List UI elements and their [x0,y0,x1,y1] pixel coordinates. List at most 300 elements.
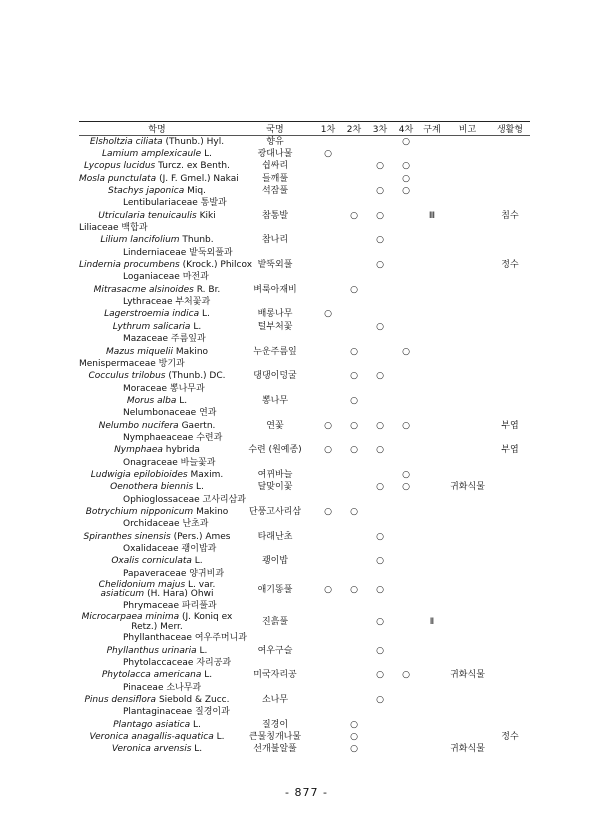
survey-1-mark [315,613,341,633]
survey-2-mark [341,482,367,494]
survey-4-mark [393,445,419,457]
genus-species: Cocculus trilobus [88,371,166,382]
header-life-form: 생활형 [490,122,530,136]
species-row [79,309,530,321]
survey-1-mark [315,531,341,543]
scientific-name-cell [79,731,235,743]
rank-marker: L. var. [188,579,216,590]
survey-1-mark [315,371,341,383]
survey-4-mark [393,321,419,333]
survey-2-mark [341,556,367,568]
header-korean-name: 국명 [235,122,315,136]
table-header-row [79,122,530,136]
author: Makino [175,346,209,357]
floristic-class [419,469,445,481]
genus-species: Lycopus lucidus [84,161,156,172]
life-form [490,645,530,657]
survey-3-mark [367,744,393,756]
family-row [79,707,530,719]
survey-4-mark [393,580,419,600]
survey-1-mark [315,136,341,149]
korean-name: 누운주름잎 [253,346,297,357]
genus-species: Phyllanthus urinaria [106,645,197,656]
korean-name: 진흙풀 [261,616,289,627]
scientific-name-cell [79,136,235,149]
life-form [490,371,530,383]
life-form [490,482,530,494]
survey-2-mark [341,259,367,271]
species-row [79,469,530,481]
floristic-class [419,161,445,173]
floristic-class [419,284,445,296]
floristic-class [419,371,445,383]
species-row [79,136,530,149]
author: (Thunb.) DC. [168,371,226,382]
header-survey-2: 2차 [341,122,367,136]
korean-name: 타래난초 [257,531,293,542]
survey-1-mark: ○ [324,506,332,517]
survey-3-mark [367,395,393,407]
remarks [445,645,490,657]
survey-2-mark [341,136,367,149]
genus-species: Morus alba [126,395,177,406]
korean-name: 단풍고사리삼 [248,506,302,517]
author: hybrida [165,445,200,456]
life-form [490,284,530,296]
survey-1-mark: ○ [324,420,332,431]
species-row [79,235,530,247]
species-row [79,371,530,383]
genus-species: Plantago asiatica [113,719,191,730]
remarks: 귀화식물 [450,744,485,755]
survey-4-mark [393,235,419,247]
korean-name: 애기똥풀 [257,584,293,595]
author: L. [216,732,225,743]
survey-1-mark [315,694,341,706]
species-row [79,482,530,494]
family-label: Mazaceae 주름잎과 [123,334,206,345]
remarks [445,506,490,518]
survey-4-mark [393,744,419,756]
survey-4-mark [393,371,419,383]
life-form: 정수 [501,732,519,743]
life-form [490,395,530,407]
korean-name: 여우구슬 [257,645,293,656]
infraspecific-epithet: asiaticum [100,589,145,600]
family-label: Pinaceae 소나무과 [123,682,202,693]
species-row [79,173,530,185]
survey-2-mark: ○ [350,395,358,406]
survey-2-mark [341,321,367,333]
remarks [445,580,490,600]
genus-species: Spiranthes sinensis [83,531,171,542]
life-form [490,309,530,321]
survey-3-mark [367,719,393,731]
floristic-class [419,185,445,197]
survey-1-mark [315,469,341,481]
family-row [79,600,530,612]
author: L. [199,645,208,656]
remarks [445,161,490,173]
floristic-class: Ⅱ [429,616,435,627]
family-row [79,296,530,308]
survey-2-mark: ○ [350,420,358,431]
scientific-name-cell [79,395,235,407]
survey-1-mark [315,210,341,222]
floristic-class [419,259,445,271]
survey-4-mark [393,284,419,296]
life-form [490,531,530,543]
life-form: 정수 [501,260,519,271]
author: Kiki [199,210,216,221]
floristic-class [419,445,445,457]
remarks [445,613,490,633]
survey-3-mark: ○ [376,161,384,172]
survey-3-mark: ○ [376,645,384,656]
family-label: Orchidaceae 난초과 [123,519,209,530]
korean-name: 향유 [266,136,284,147]
scientific-name-cell [79,445,235,457]
family-label: Moraceae 뽕나무과 [123,383,205,394]
genus-species: Veronica anagallis-aquatica [89,732,214,743]
scientific-name-cell [79,346,235,358]
remarks [445,309,490,321]
genus-species: Nymphaea [114,445,163,456]
survey-2-mark [341,670,367,682]
survey-2-mark: ○ [350,210,358,221]
author: L. [204,149,212,160]
life-form [490,744,530,756]
scientific-name-cell [79,469,235,481]
floristic-class [419,136,445,149]
remarks [445,259,490,271]
family-row [79,358,530,370]
family-row [79,198,530,210]
survey-2-mark [341,694,367,706]
family-row [79,272,530,284]
author: Siebold & Zucc. [158,695,230,706]
species-row [79,161,530,173]
species-row [79,420,530,432]
life-form [490,173,530,185]
genus-species: Ludwigia epilobioides [90,469,188,480]
family-row [79,334,530,346]
family-label: Onagraceae 바늘꽃과 [123,457,216,468]
floristic-class [419,235,445,247]
survey-1-mark [315,670,341,682]
survey-1-mark: ○ [324,309,332,320]
species-row [79,210,530,222]
family-label: Lythraceae 부처꽃과 [123,297,211,308]
life-form [490,719,530,731]
header-survey-1: 1차 [315,122,341,136]
species-row [79,719,530,731]
remarks [445,556,490,568]
floristic-class [419,670,445,682]
family-row [79,682,530,694]
korean-name: 털부처꽃 [257,321,293,332]
survey-2-mark [341,161,367,173]
genus-species: Nelumbo nucifera [98,420,179,431]
species-row [79,731,530,743]
survey-3-mark: ○ [376,695,384,706]
survey-2-mark: ○ [350,584,358,595]
genus-species: Chelidonium majus [98,579,186,590]
family-label: Nymphaeaceae 수련과 [123,432,223,443]
page-number: - 877 - [285,786,328,799]
survey-2-mark [341,148,367,160]
author: L. [204,670,213,681]
family-row [79,633,530,645]
family-label: Oxalidaceae 괭이밥과 [123,544,217,555]
scientific-name-cell [79,670,235,682]
genus-species: Phytolacca americana [101,670,202,681]
scientific-name-cell [79,719,235,731]
author: Maxim. [190,469,224,480]
survey-1-mark [315,173,341,185]
survey-4-mark: ○ [402,173,410,184]
remarks [445,346,490,358]
survey-2-mark: ○ [350,506,358,517]
survey-2-mark [341,185,367,197]
header-survey-3: 3차 [367,122,393,136]
author: (J. F. Gmel.) Nakai [159,173,239,184]
scientific-name-cell [79,482,235,494]
survey-4-mark: ○ [402,346,410,357]
species-row [79,694,530,706]
author: Gaertn. [181,420,216,431]
survey-4-mark: ○ [402,482,410,493]
genus-species: Oenothera biennis [110,482,194,493]
remarks [445,731,490,743]
survey-1-mark [315,321,341,333]
scientific-name-cell [79,259,253,271]
korean-name: 괭이밥 [261,556,289,567]
family-label: Linderniaceae 밭둑외풀과 [123,247,233,258]
author: (H. Hara) Ohwi [147,589,214,600]
survey-2-mark: ○ [350,371,358,382]
scientific-name-cell [79,420,235,432]
scientific-name-cell [79,210,235,222]
author: Turcz. ex Benth. [158,161,230,172]
survey-1-mark: ○ [324,445,332,456]
family-row [79,247,530,259]
survey-3-mark: ○ [376,235,384,246]
survey-1-mark: ○ [324,149,332,160]
survey-1-mark [315,731,341,743]
species-row [79,613,530,633]
korean-name: 들깨풀 [261,173,289,184]
survey-3-mark [367,148,393,160]
scientific-name-cell [79,148,235,160]
scientific-name-cell [79,321,235,333]
survey-1-mark [315,744,341,756]
species-row [79,744,530,756]
floristic-class [419,556,445,568]
scientific-name-cell [79,645,235,657]
survey-4-mark [393,506,419,518]
floristic-class [419,420,445,432]
survey-3-mark: ○ [376,371,384,382]
life-form: 침수 [501,210,519,221]
life-form [490,469,530,481]
species-row [79,670,530,682]
survey-3-mark: ○ [376,584,384,595]
survey-4-mark [393,259,419,271]
genus-species: Lamium amplexicaule [102,149,202,160]
survey-3-mark [367,506,393,518]
floristic-class [419,346,445,358]
header-survey-4: 4차 [393,122,419,136]
family-row [79,568,530,580]
remarks [445,136,490,149]
floristic-class [419,531,445,543]
family-label: Liliaceae 백합과 [79,223,148,234]
survey-1-mark [315,284,341,296]
author: L. [194,556,203,567]
life-form [490,148,530,160]
floristic-class [419,744,445,756]
scientific-name-cell [79,235,235,247]
remarks [445,469,490,481]
korean-name: 벼룩아재비 [253,284,297,295]
family-row [79,519,530,531]
floristic-class [419,309,445,321]
survey-2-mark: ○ [350,445,358,456]
floristic-class [419,731,445,743]
survey-2-mark: ○ [350,744,358,755]
family-label: Phrymaceae 파리풀과 [123,601,217,612]
scientific-name-cell [79,580,235,600]
korean-name: 광대나물 [257,149,293,160]
survey-3-mark: ○ [376,445,384,456]
korean-name: 수련 (원예종) [248,445,302,456]
survey-3-mark [367,173,393,185]
remarks: 귀화식물 [450,482,485,493]
genus-species: Elsholtzia ciliata [89,136,163,147]
species-table [79,121,530,756]
remarks [445,284,490,296]
header-scientific-name: 학명 [79,122,235,136]
species-row [79,284,530,296]
author: L. [201,309,210,320]
life-form [490,556,530,568]
life-form [490,670,530,682]
author: Thunb. [182,235,214,246]
survey-4-mark [393,719,419,731]
genus-species: Lilium lancifolium [100,235,180,246]
survey-1-mark [315,395,341,407]
remarks [445,173,490,185]
scientific-name-cell [79,173,239,185]
remarks: 귀화식물 [450,670,485,681]
author: Miq. [187,186,206,197]
survey-2-mark: ○ [350,346,358,357]
floristic-class [419,506,445,518]
genus-species: Veronica arvensis [111,744,192,755]
remarks [445,371,490,383]
life-form [490,346,530,358]
header-floristic-class: 구계 [419,122,445,136]
scientific-name-cell [79,309,235,321]
floristic-class [419,719,445,731]
species-row [79,445,530,457]
survey-3-mark: ○ [376,670,384,681]
family-label: Nelumbonaceae 연과 [123,408,217,419]
genus-species: Microcarpaea minima [81,612,180,623]
author: (Krock.) Philcox [182,260,253,271]
survey-3-mark [367,136,393,149]
remarks [445,321,490,333]
author: R. Br. [196,284,221,295]
survey-4-mark [393,309,419,321]
genus-species: Lindernia procumbens [79,260,180,271]
genus-species: Mitrasacme alsinoides [93,284,194,295]
survey-4-mark [393,645,419,657]
survey-1-mark [315,482,341,494]
remarks [445,148,490,160]
survey-2-mark: ○ [350,732,358,743]
family-row [79,222,530,234]
genus-species: Lythrum salicaria [112,321,191,332]
family-label: Plantaginaceae 질경이과 [123,707,230,718]
scientific-name-cell [79,744,235,756]
survey-1-mark [315,185,341,197]
survey-3-mark [367,309,393,321]
species-row [79,645,530,657]
remarks [445,719,490,731]
survey-3-mark [367,284,393,296]
scientific-name-cell [79,694,235,706]
scientific-name-cell [79,556,235,568]
floristic-class [419,482,445,494]
family-row [79,432,530,444]
remarks [445,445,490,457]
genus-species: Oxalis corniculata [111,556,192,567]
family-label: Lentibulariaceae 통발과 [123,198,227,209]
life-form [490,185,530,197]
family-row [79,657,530,669]
survey-3-mark [367,469,393,481]
header-remarks: 비고 [445,122,490,136]
survey-1-mark: ○ [324,584,332,595]
floristic-class [419,395,445,407]
survey-4-mark [393,531,419,543]
floristic-class [419,645,445,657]
genus-species: Mazus miquelii [105,346,173,357]
korean-name: 참나리 [261,235,289,246]
life-form [490,321,530,333]
survey-1-mark [315,346,341,358]
life-form [490,161,530,173]
scientific-name-cell [79,161,235,173]
survey-4-mark: ○ [402,161,410,172]
life-form [490,136,530,149]
survey-1-mark [315,161,341,173]
scientific-name-cell [79,506,235,518]
survey-2-mark [341,309,367,321]
remarks [445,185,490,197]
korean-name: 배롱나무 [257,309,293,320]
survey-4-mark [393,395,419,407]
family-label: Loganiaceae 마전과 [123,272,209,283]
genus-species: Utricularia tenuicaulis [98,210,197,221]
survey-1-mark [315,556,341,568]
survey-3-mark [367,731,393,743]
survey-4-mark [393,694,419,706]
scientific-name-cell [79,531,235,543]
author: L. [194,744,203,755]
